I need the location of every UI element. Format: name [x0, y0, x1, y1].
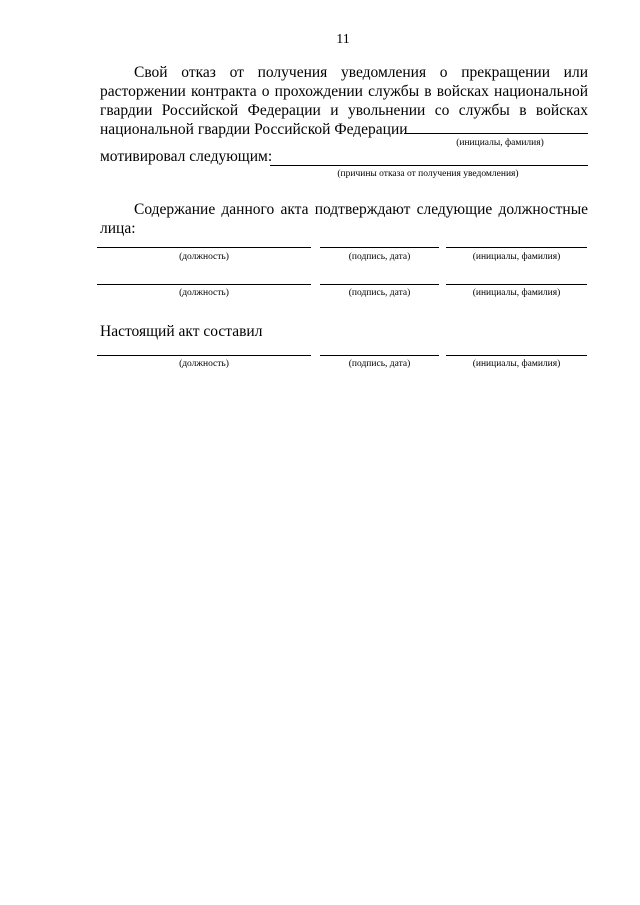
position-line[interactable] — [97, 355, 311, 356]
refusal-line-4: национальной гвардии Российской Федерации — [100, 121, 408, 138]
initials-line[interactable] — [446, 284, 587, 285]
reasons-fill-line[interactable] — [270, 165, 588, 166]
confirmation-line-1: Содержание данного акта подтверждают следующие должностные — [134, 201, 588, 218]
initials-caption: (инициалы, фамилия) — [472, 288, 561, 298]
position-caption: (должность) — [179, 288, 229, 298]
initials-fill-line[interactable] — [404, 133, 588, 134]
signature-line[interactable] — [320, 247, 439, 248]
position-caption: (должность) — [179, 359, 229, 369]
initials-caption: (инициалы, фамилия) — [456, 138, 544, 148]
refusal-line-1: Свой отказ от получения уведомления о прекращении или — [134, 64, 588, 81]
signature-caption: (подпись, дата) — [348, 288, 411, 298]
initials-caption: (инициалы, фамилия) — [472, 359, 561, 369]
refusal-paragraph — [100, 63, 588, 139]
signature-line[interactable] — [320, 284, 439, 285]
position-line[interactable] — [97, 247, 311, 248]
confirmation-paragraph — [100, 200, 588, 238]
position-line[interactable] — [97, 284, 311, 285]
refusal-line-3: гвардии Российской Федерации и увольнении со службы в войсках — [100, 102, 588, 119]
reasons-caption: (причины отказа от получения уведомления) — [337, 169, 519, 179]
position-caption: (должность) — [179, 252, 229, 262]
initials-line[interactable] — [446, 355, 587, 356]
signature-line[interactable] — [320, 355, 439, 356]
motivated-label: мотивировал следующим: — [100, 148, 273, 165]
signature-caption: (подпись, дата) — [348, 359, 411, 369]
signature-caption: (подпись, дата) — [348, 252, 411, 262]
initials-caption: (инициалы, фамилия) — [472, 252, 561, 262]
composer-label: Настоящий акт составил — [100, 323, 263, 340]
page-number: 11 — [336, 32, 350, 47]
initials-line[interactable] — [446, 247, 587, 248]
refusal-line-2: расторжении контракта о прохождении службы в войсках национальной — [100, 83, 588, 100]
confirmation-line-2: лица: — [100, 220, 136, 237]
